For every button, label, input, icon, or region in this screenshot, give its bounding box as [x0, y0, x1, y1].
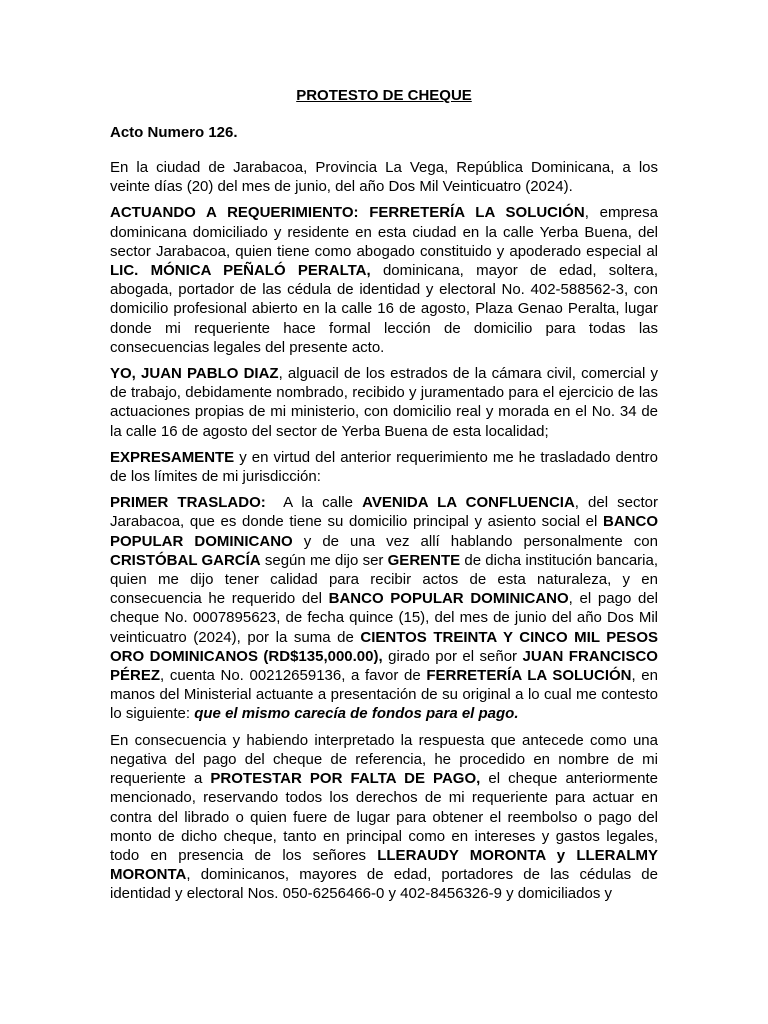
text-run: , el pago del cheque No. 0007895623, de fecha quince (15), del mes de junio del año Dos Mil veinticuatro (2024), por la suma de	[110, 590, 658, 646]
paragraph-protest	[110, 731, 658, 904]
bold-run: PROTESTAR POR FALTA DE PAGO,	[210, 770, 481, 788]
bold-run: LIC. MÓNICA PEÑALÓ PERALTA,	[110, 262, 371, 280]
text-run: , cuenta No. 00212659136, a favor de	[160, 667, 427, 685]
bold-run: GERENTE	[387, 551, 461, 569]
bold-run: FERRETERÍA LA SOLUCIÓN	[426, 667, 632, 685]
act-number: Acto Numero 126.	[110, 124, 238, 141]
bold-run: EXPRESAMENTE	[110, 448, 235, 466]
text-run: y de una vez allí hablando personalmente con	[292, 532, 658, 550]
text-run: y en virtud del anterior requerimiento me he trasladado dentro de los límites de mi jurisdicción:	[110, 448, 658, 486]
bold-run: PRIMER TRASLADO:	[110, 494, 266, 512]
bold-run: ACTUANDO A REQUERIMIENTO: FERRETERÍA LA SOLUCIÓN	[110, 204, 585, 222]
bold-italic-run: que el mismo carecía de fondos para el pago.	[194, 705, 519, 723]
bold-run: BANCO POPULAR DOMINICANO	[110, 513, 658, 550]
paragraph-expressly	[110, 448, 658, 486]
text-run: , en manos del Ministerial actuante a presentación de su original a lo cual me contesto lo siguiente:	[110, 667, 658, 723]
text-run: , dominicanos, mayores de edad, portadores de las cédulas de identidad y electoral Nos. 050-6256466-0 y 402-8456326-9 y domiciliados y	[110, 866, 658, 903]
text-run: , del sector Jarabacoa, que es donde tiene su domicilio principal y asiento social el	[110, 494, 659, 531]
paragraph-first-transfer	[110, 493, 658, 723]
text-run: En consecuencia y habiendo interpretado la respuesta que antecede como una negativa del pago del cheque de referencia, he procedido en nombre de mi requeriente a	[110, 731, 658, 788]
bold-run: AVENIDA LA CONFLUENCIA	[362, 494, 575, 512]
document-title: PROTESTO DE CHEQUE	[296, 87, 472, 104]
bold-run: JUAN FRANCISCO PÉREZ	[110, 647, 658, 685]
paragraph-date	[110, 158, 658, 196]
text-run: de dicha institución bancaria, quien me dijo tener calidad para recibir actos de esta naturaleza, y en consecuencia he requerido del	[110, 551, 659, 608]
text-run: el cheque anteriormente mencionado, reservando todos los derechos de mi requeriente para actuar en contra del librado o quien fuere de lugar para obtener el reembolso o pago del monto de dicho cheque, tanto en principal como en intereses y gastos legales, todo en presencia de los señores	[110, 770, 658, 864]
bold-run: CIENTOS TREINTA Y CINCO MIL PESOS ORO DOMINICANOS (RD$135,000.00),	[110, 628, 658, 665]
text-run: , alguacil de los estrados de la cámara civil, comercial y de trabajo, debidamente nombrado, recibido y juramentado para el ejercicio de las actuaciones propias de mi ministerio, con domicilio real y morada en el No. 34 de la calle 16 de agosto del sector de Yerba Buena de esta localidad;	[110, 365, 658, 440]
text-run: A la calle	[265, 494, 363, 512]
bold-run: CRISTÓBAL GARCÍA	[110, 551, 261, 569]
text-run: En la ciudad de Jarabacoa, Provincia La Vega, República Dominicana, a los veinte días (20) del mes de junio, del año Dos Mil Veinticuatro (2024).	[110, 159, 658, 196]
paragraph-bailiff	[110, 364, 658, 441]
bold-run: LLERAUDY MORONTA y LLERALMY MORONTA	[110, 846, 658, 884]
paragraph-requirement	[110, 203, 658, 357]
text-run: , empresa dominicana domiciliado y residente en esta ciudad en la calle Yerba Buena, del sector Jarabacoa, quien tiene como abogado constituido y apoderado especial al	[110, 204, 658, 260]
text-run: dominicana, mayor de edad, soltera, abogada, portador de las cédula de identidad y electoral No. 402-588562-3, con domicilio profesional abierto en la calle 16 de agosto, Plaza Genao Peralta, lugar donde mi requeriente hace formal lección de domicilio para todas las consecuencias legales del presente acto.	[110, 262, 658, 356]
bold-run: YO, JUAN PABLO DIAZ	[110, 365, 279, 383]
text-run: según me dijo ser	[260, 551, 388, 569]
bold-run: BANCO POPULAR DOMINICANO	[328, 590, 569, 608]
text-run: girado por el señor	[382, 647, 523, 665]
